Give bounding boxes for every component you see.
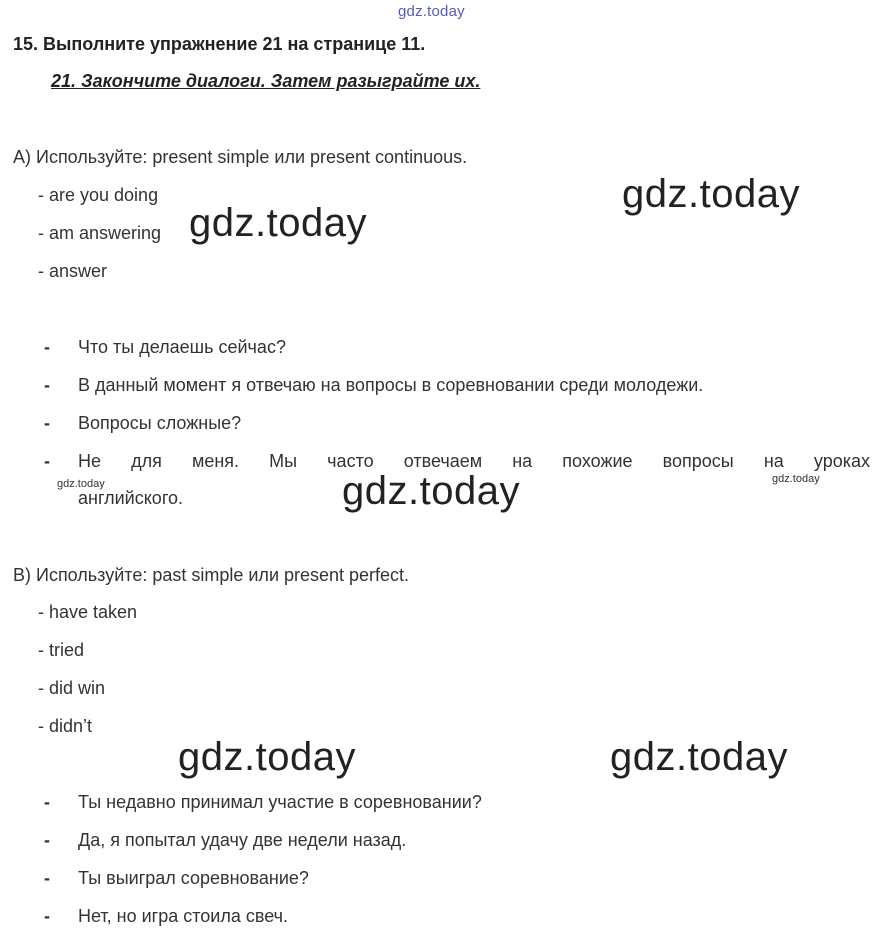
word-item: - answer — [38, 261, 108, 281]
dialog-dash: - — [44, 868, 50, 888]
watermark-small: gdz.today — [772, 473, 820, 485]
dialog-dash: - — [44, 830, 50, 850]
section-b-heading: В) Используйте: past simple или present perfect. — [13, 565, 410, 585]
word-item: - didn’t — [38, 716, 93, 736]
dialog-line: Нет, но игра стоила свеч. — [78, 906, 289, 926]
dialog-dash: - — [44, 451, 50, 471]
word-item: - am answering — [38, 223, 162, 243]
watermark: gdz.today — [189, 201, 367, 245]
dialog-line: Ты недавно принимал участие в соревновании? — [78, 792, 482, 812]
dialog-line: В данный момент я отвечаю на вопросы в соревновании среди молодежи. — [78, 375, 704, 395]
dialog-line: Да, я попытал удачу две недели назад. — [78, 830, 407, 850]
dialog-line: Ты выиграл соревнование? — [78, 868, 309, 888]
word-item: - are you doing — [38, 185, 159, 205]
word-item: - did win — [38, 678, 106, 698]
dialog-line: Вопросы сложные? — [78, 413, 242, 433]
watermark: gdz.today — [342, 469, 520, 513]
watermark-small: gdz.today — [57, 478, 105, 490]
dialog-line-continuation: английского. — [78, 488, 184, 508]
watermark: gdz.today — [622, 172, 800, 216]
word-item: - have taken — [38, 602, 138, 622]
watermark: gdz.today — [178, 735, 356, 779]
dialog-dash: - — [44, 792, 50, 812]
word-item: - tried — [38, 640, 85, 660]
task-title: 15. Выполните упражнение 21 на странице 11. — [13, 34, 426, 54]
exercise-title: 21. Закончите диалоги. Затем разыграйте их. — [51, 71, 481, 91]
section-a-heading: А) Используйте: present simple или present continuous. — [13, 147, 468, 167]
dialog-dash: - — [44, 413, 50, 433]
dialog-line: Что ты делаешь сейчас? — [78, 337, 286, 357]
watermark: gdz.today — [610, 735, 788, 779]
dialog-dash: - — [44, 337, 50, 357]
dialog-dash: - — [44, 906, 50, 926]
dialog-line: Не для меня. Мы часто отвечаем на похожие вопросы на уроках — [78, 451, 870, 471]
dialog-dash: - — [44, 375, 50, 395]
watermark-top: gdz.today — [398, 3, 465, 20]
